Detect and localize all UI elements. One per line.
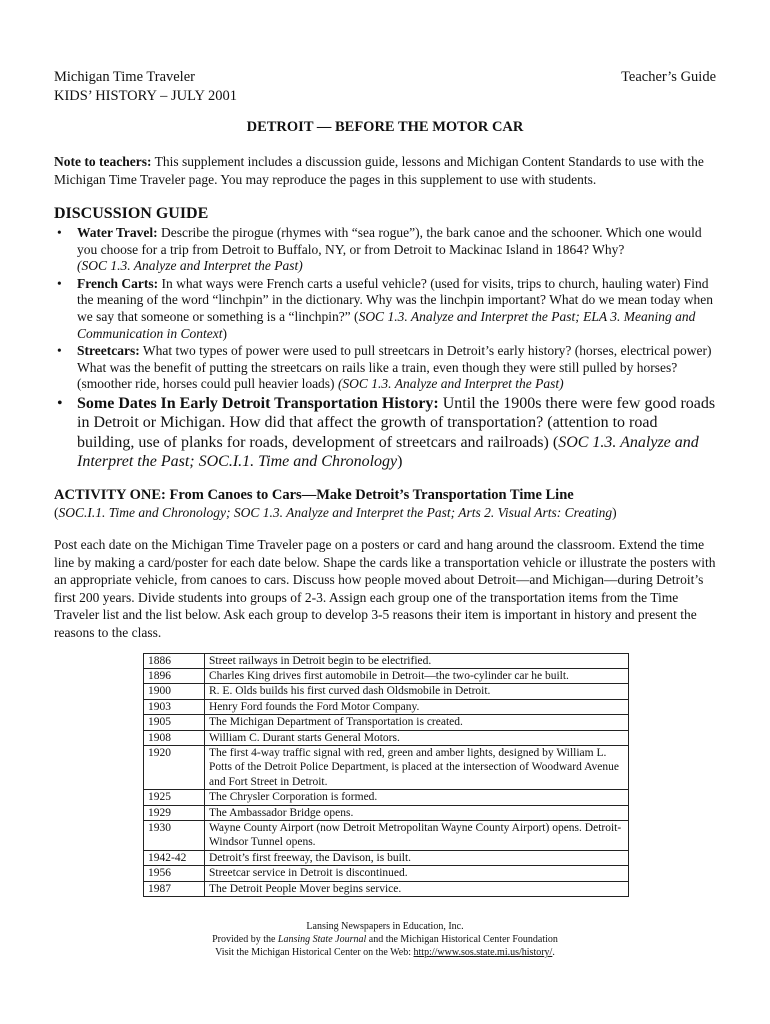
footer-publisher: Lansing Newspapers in Education, Inc. — [306, 921, 464, 932]
document-page — [54, 68, 716, 897]
event-cell: R. E. Olds builds his first curved dash Oldsmobile in Detroit. — [205, 684, 629, 699]
activity-paragraph: Post each date on the Michigan Time Traveler page on a posters or card and hang around the classroom. Extend the time line by making a card/poster for each date below. Shape the cards like a transportation vehicle or illustrate the posters with an appropriate vehicle, from canoes to cars. Discuss how people moved about Detroit—and Michigan—during Detroit’s first 200 years. Divide students into groups of 2-3. Assign each group one of the transportation items from the Time Traveler list and the list below. Ask each group to develop 3-5 reasons their item is important in history and present the reasons to the class. — [54, 536, 716, 640]
event-cell: The Chrysler Corporation is formed. — [205, 790, 629, 805]
table-row — [144, 668, 629, 683]
activity-standards: (SOC.I.1. Time and Chronology; SOC 1.3. Analyze and Interpret the Past; Arts 2. Visual Arts: Creating) — [54, 504, 617, 520]
publication-name: Michigan Time Traveler — [54, 69, 195, 85]
year-cell: 1908 — [144, 730, 205, 745]
year-cell: 1900 — [144, 684, 205, 699]
table-row — [144, 820, 629, 850]
item-label: Water Travel: — [77, 225, 158, 240]
year-cell: 1886 — [144, 653, 205, 668]
event-cell: Charles King drives first automobile in Detroit—the two-cylinder car he built. — [205, 668, 629, 683]
activity-heading: ACTIVITY ONE: From Canoes to Cars—Make Detroit’s Transportation Time Line — [54, 486, 574, 503]
item-text: Until the 1900s there were few good roads in Detroit or Michigan. How did that affect the growth of transportation? (attention to road building, use of planks for roads, development of streetcars and railroads) ( — [77, 394, 716, 451]
standards-text: SOC.I.1. Time and Chronology; SOC 1.3. Analyze and Interpret the Past; Arts 2. Visual Arts: Creating — [58, 504, 613, 520]
item-text: What two types of power were used to pull streetcars in Detroit’s early history? (horses, electrical power) What was the benefit of putting the streetcars on rails like a train, even though they were still pulled by horses? (smoother ride, horses could pull heavier loads) — [77, 343, 712, 392]
guide-label: Teacher’s Guide — [621, 69, 716, 85]
discussion-list — [54, 225, 716, 472]
year-cell: 1925 — [144, 790, 205, 805]
year-cell: 1905 — [144, 715, 205, 730]
footer-visit: Visit the Michigan Historical Center on the Web: http://www.sos.state.mi.us/history/. — [215, 947, 555, 958]
year-cell: 1942-42 — [144, 850, 205, 865]
year-cell: 1903 — [144, 699, 205, 714]
item-citation: (SOC 1.3. Analyze and Interpret the Past) — [337, 376, 564, 392]
table-row — [144, 730, 629, 745]
table-row — [144, 850, 629, 865]
item-label: Streetcars: — [77, 343, 140, 359]
history-center-link[interactable]: http://www.sos.state.mi.us/history/ — [413, 947, 553, 958]
discussion-item-streetcars — [54, 343, 716, 393]
item-citation: SOC 1.3. Analyze and Interpret the Past; SOC.I.1. Time and Chronology — [77, 433, 699, 471]
event-cell: Wayne County Airport (now Detroit Metropolitan Wayne County Airport) opens. Detroit-Windsor Tunnel opens. — [205, 820, 629, 850]
item-label: French Carts: — [77, 275, 159, 291]
event-cell: Street railways in Detroit begin to be electrified. — [205, 653, 629, 668]
item-tail: ) — [222, 325, 227, 341]
note-label: Note to teachers: — [54, 154, 152, 169]
table-row — [144, 881, 629, 896]
item-text: Describe the pirogue (rhymes with “sea rogue”), the bark canoe and the schooner. Which one would you choose for a trip from Detroit to Buffalo, NY, or from Detroit to Mackinac Island in 1864? Why? — [77, 225, 702, 257]
item-tail: ) — [397, 453, 403, 471]
event-cell: Streetcar service in Detroit is discontinued. — [205, 866, 629, 881]
discussion-item-french-carts — [54, 276, 716, 342]
table-row — [144, 866, 629, 881]
table-row — [144, 684, 629, 699]
event-cell: Henry Ford founds the Ford Motor Company. — [205, 699, 629, 714]
table-row — [144, 653, 629, 668]
item-label: Some Dates In Early Detroit Transportation History: — [77, 394, 439, 412]
footer-provider: Provided by the Lansing State Journal and the Michigan Historical Center Foundation — [212, 934, 558, 945]
event-cell: The Ambassador Bridge opens. — [205, 805, 629, 820]
year-cell: 1987 — [144, 881, 205, 896]
timeline-table — [143, 653, 629, 898]
page-footer — [0, 920, 770, 959]
item-citation: (SOC 1.3. Analyze and Interpret the Past) — [77, 258, 303, 274]
event-cell: Detroit’s first freeway, the Davison, is built. — [205, 850, 629, 865]
year-cell: 1956 — [144, 866, 205, 881]
event-cell: The Detroit People Mover begins service. — [205, 881, 629, 896]
year-cell: 1930 — [144, 820, 205, 850]
year-cell: 1920 — [144, 745, 205, 789]
newspaper-name: Lansing State Journal — [277, 934, 367, 945]
issue-line: KIDS’ HISTORY – JULY 2001 — [54, 88, 238, 104]
note-text: This supplement includes a discussion guide, lessons and Michigan Content Standards to use with the Michigan Time Traveler page. You may reproduce the pages in this supplement to use with students. — [54, 154, 704, 187]
discussion-heading: DISCUSSION GUIDE — [54, 205, 209, 222]
discussion-item-water-travel — [54, 225, 716, 275]
event-cell: The first 4-way traffic signal with red, green and amber lights, designed by William L. Potts of the Detroit Police Department, is placed at the intersection of Woodward Avenue and Fort Street in Detroit. — [205, 745, 629, 789]
year-cell: 1929 — [144, 805, 205, 820]
table-row — [144, 790, 629, 805]
table-row — [144, 715, 629, 730]
note-to-teachers — [54, 153, 716, 188]
header-row — [54, 68, 716, 87]
item-citation: SOC 1.3. Analyze and Interpret the Past; ELA 3. Meaning and Communication in Context — [77, 308, 696, 341]
table-row — [144, 745, 629, 789]
item-text: In what ways were French carts a useful vehicle? (used for visits, trips to church, hauling water) Find the meaning of the word “linchpin” in the dictionary. Why was the linchpin important? What do we mean today when we say that someone or something is a “linchpin?” ( — [77, 275, 713, 324]
year-cell: 1896 — [144, 668, 205, 683]
page-title: DETROIT — BEFORE THE MOTOR CAR — [246, 119, 524, 135]
event-cell: The Michigan Department of Transportation is created. — [205, 715, 629, 730]
table-row — [144, 805, 629, 820]
event-cell: William C. Durant starts General Motors. — [205, 730, 629, 745]
discussion-item-early-dates — [54, 394, 716, 472]
table-row — [144, 699, 629, 714]
